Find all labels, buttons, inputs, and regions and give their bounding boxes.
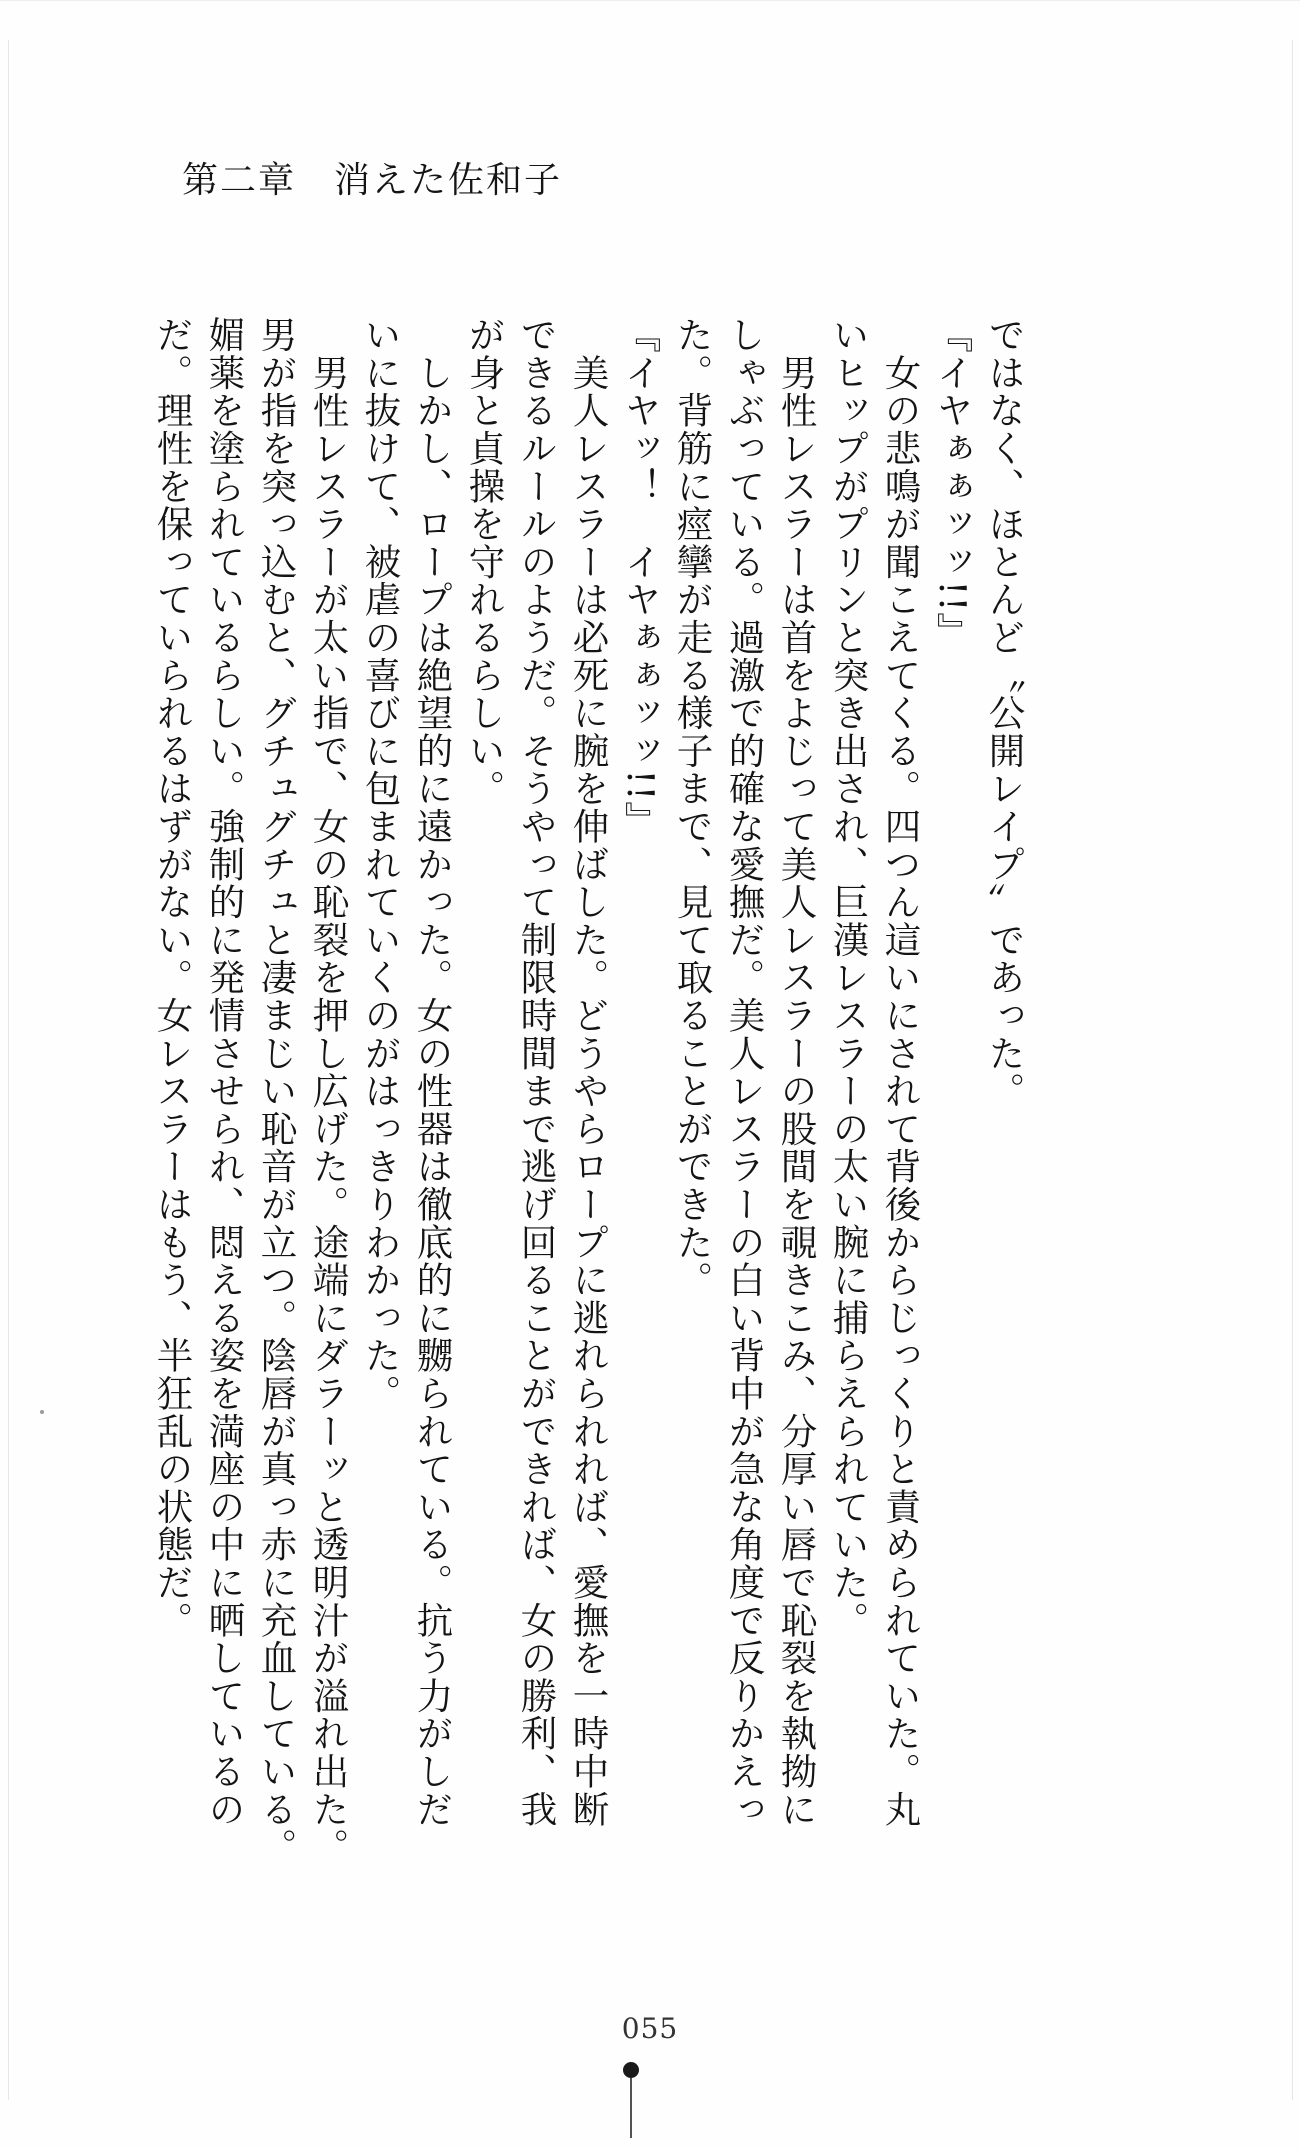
text-line: 媚薬を塗られているらしい。強制的に発情させられ、悶える姿を満座の中に晒しているの bbox=[203, 316, 246, 1828]
page-top-edge bbox=[0, 0, 1300, 1]
scan-edge-right bbox=[1292, 40, 1293, 2100]
text-line: 『イヤぁぁッッ!!』 bbox=[931, 316, 974, 651]
text-line: 男性レスラーが太い指で、女の恥裂を押し広げた。途端にダラーッと透明汁が溢れ出た。 bbox=[307, 316, 350, 1866]
text-line: 女の悲鳴が聞こえてくる。四つん這いにされて背後からじっくりと責められていた。丸 bbox=[879, 316, 922, 1828]
text-line: 男が指を突っ込むと、グチュグチュと凄まじい恥音が立つ。陰唇が真っ赤に充血している。 bbox=[255, 316, 298, 1866]
text-line: ではなく、ほとんど〝公開レイプ〟であった。 bbox=[983, 316, 1026, 1110]
vertical-body-text bbox=[146, 316, 1030, 1866]
text-line: 『イヤッ！ イヤぁぁッッ!!』 bbox=[619, 316, 662, 840]
running-head: 第二章 消えた佐和子 bbox=[182, 160, 563, 201]
text-line: だ。理性を保っていられるはずがない。女レスラーはもう、半狂乱の状態だ。 bbox=[151, 316, 194, 1639]
text-line: いに抜けて、被虐の喜びに包まれていくのがはっきりわかった。 bbox=[359, 316, 402, 1413]
text-line: いヒップがプリンと突き出され、巨漢レスラーの太い腕に捕らえられていた。 bbox=[827, 316, 870, 1639]
text-line: 美人レスラーは必死に腕を伸ばした。どうやらロープに逃れられれば、愛撫を一時中断 bbox=[567, 316, 610, 1828]
scan-speck bbox=[40, 1410, 44, 1414]
scan-edge-left bbox=[8, 40, 9, 2100]
text-line: 男性レスラーは首をよじって美人レスラーの股間を覗きこみ、分厚い唇で恥裂を執拗に bbox=[775, 316, 818, 1828]
folio-dot-icon bbox=[616, 2060, 646, 2140]
text-line: しかし、ロープは絶望的に遠かった。女の性器は徹底的に嬲られている。抗う力がしだ bbox=[411, 316, 454, 1828]
page-number: 055 bbox=[621, 2012, 679, 2045]
text-line: が身と貞操を守れるらしい。 bbox=[463, 316, 506, 808]
text-line: しゃぶっている。過激で的確な愛撫だ。美人レスラーの白い背中が急な角度で反りかえっ bbox=[723, 316, 766, 1828]
text-line: できるルールのようだ。そうやって制限時間まで逃げ回ることができれば、女の勝利、我 bbox=[515, 316, 558, 1828]
text-line: た。背筋に痙攣が走る様子まで、見て取ることができた。 bbox=[671, 316, 714, 1299]
